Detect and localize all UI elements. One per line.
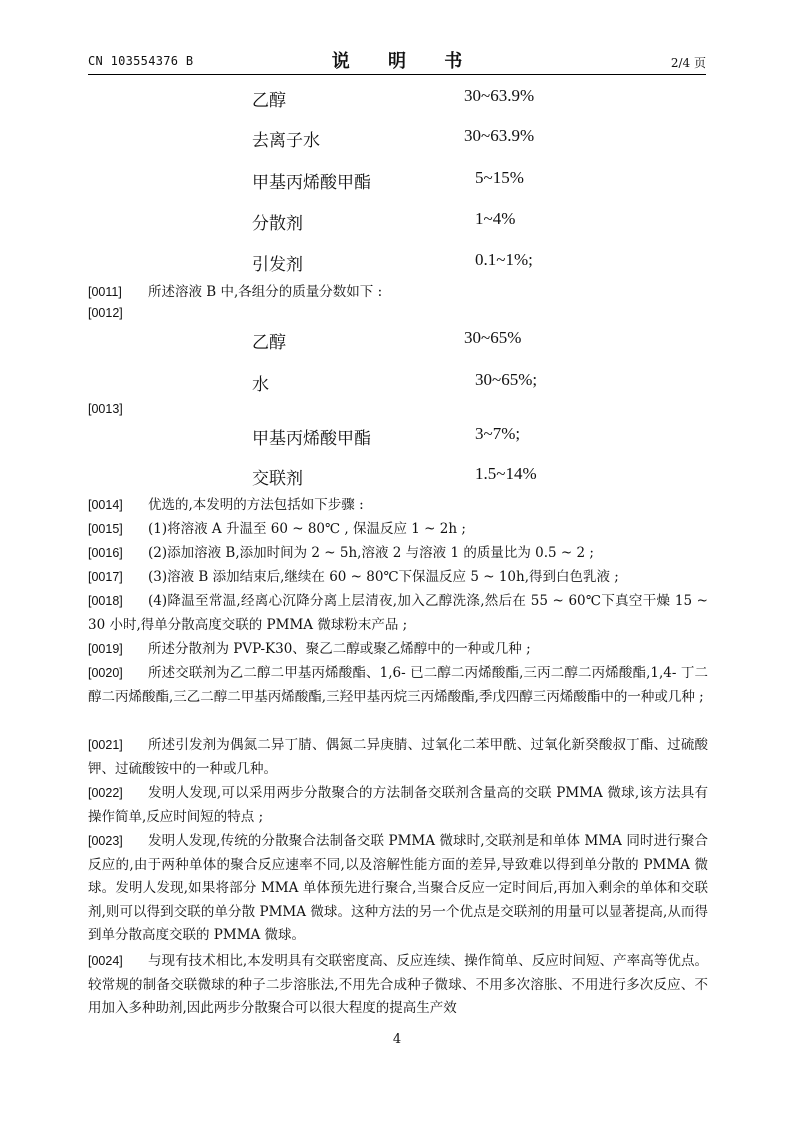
- paragraph-number: [0019]: [88, 642, 123, 656]
- paragraph-number: [0015]: [88, 522, 123, 536]
- paragraph: [88, 494, 708, 518]
- document-title: 说 明 书: [331, 51, 479, 72]
- paragraph: [88, 590, 708, 637]
- paragraph: [88, 950, 708, 1021]
- component-value: 1.5~14%: [475, 464, 537, 483]
- paragraph-text: 所述引发剂为偶氮二异丁腈、偶氮二异庚腈、过氧化二苯甲酰、过氧化新癸酸叔丁酯、过硫酸钾、过硫酸铵中的一种或几种。: [88, 737, 708, 777]
- component-value: 30~63.9%: [464, 86, 535, 105]
- component-value: 5~15%: [475, 168, 524, 187]
- paragraph: [88, 782, 708, 829]
- page-number: 4: [392, 1032, 402, 1047]
- component-value: 30~65%;: [475, 370, 538, 389]
- paragraph: [88, 542, 708, 566]
- component-name: 乙醇: [252, 91, 286, 111]
- paragraph-number: [0022]: [88, 786, 123, 800]
- patent-number: CN 103554376 B: [88, 54, 194, 68]
- component-value: 1~4%: [475, 209, 516, 228]
- component-name: 水: [252, 375, 269, 395]
- paragraph-text: 发明人发现,可以采用两步分散聚合的方法制备交联剂含量高的交联 PMMA 微球,该方法具有操作简单,反应时间短的特点 ;: [88, 785, 708, 825]
- component-name: 甲基丙烯酸甲酯: [252, 173, 371, 193]
- component-name: 分散剂: [252, 214, 303, 234]
- composition-row: [0, 328, 794, 352]
- paragraph-number: [0011]: [88, 285, 122, 299]
- paragraph-number: [0017]: [88, 570, 123, 584]
- header-rule: [88, 74, 706, 75]
- composition-row: [0, 168, 794, 192]
- composition-row: [0, 86, 794, 110]
- component-value: 0.1~1%;: [475, 250, 533, 269]
- component-value: 30~63.9%: [464, 126, 535, 145]
- component-value: 3~7%;: [475, 424, 521, 443]
- paragraph: [88, 830, 708, 948]
- paragraph-number: [0014]: [88, 498, 123, 512]
- composition-row: [0, 250, 794, 274]
- component-name: 交联剂: [252, 469, 303, 489]
- paragraph-number: [0013]: [88, 402, 123, 416]
- component-value: 30~65%: [464, 328, 522, 347]
- paragraph-number: [0018]: [88, 594, 123, 608]
- paragraph: [88, 734, 708, 781]
- composition-row: [0, 370, 794, 394]
- paragraph-text: (1)将溶液 A 升温至 60 ~ 80℃ , 保温反应 1 ~ 2h ;: [148, 521, 466, 537]
- paragraph-text: (3)溶液 B 添加结束后,继续在 60 ~ 80℃下保温反应 5 ~ 10h,得到白色乳液 ;: [148, 569, 619, 585]
- component-name: 去离子水: [252, 131, 320, 151]
- paragraph-number: [0020]: [88, 666, 123, 680]
- paragraph-text: 所述分散剂为 PVP-K30、聚乙二醇或聚乙烯醇中的一种或几种 ;: [148, 641, 531, 657]
- composition-row: [0, 464, 794, 488]
- paragraph-text: (4)降温至常温,经离心沉降分离上层清夜,加入乙醇洗涤,然后在 55 ~ 60℃下真空干燥 15 ~ 30 小时,得单分散高度交联的 PMMA 微球粉末产品 ;: [88, 593, 708, 633]
- paragraph-number: [0021]: [88, 738, 123, 752]
- paragraph: [88, 281, 708, 305]
- component-name: 乙醇: [252, 333, 286, 353]
- paragraph: [88, 518, 708, 542]
- page-indicator: 2/4 页: [670, 56, 706, 70]
- paragraph-number: [0016]: [88, 546, 123, 560]
- paragraph-text: 发明人发现,传统的分散聚合法制备交联 PMMA 微球时,交联剂是和单体 MMA 同时进行聚合反应的,由于两种单体的聚合反应速率不同,以及溶解性能方面的差异,导致难以得到单分散的 PMMA 微球。发明人发现,如果将部分 MMA 单体预先进行聚合,当聚合反应一定时间后,再加入剩余的单体和交联剂,则可以得到交联的单分散 PMMA 微球。这种方法的另一个优点是交联剂的用量可以显著提高,从而得到单分散高度交联的 PMMA 微球。: [88, 833, 708, 943]
- paragraph-text: 所述溶液 B 中,各组分的质量分数如下 :: [148, 284, 383, 300]
- paragraph-text: (2)添加溶液 B,添加时间为 2 ~ 5h,溶液 2 与溶液 1 的质量比为 0.5 ~ 2 ;: [148, 545, 594, 561]
- page-header: [88, 46, 706, 76]
- paragraph-text: 优选的,本发明的方法包括如下步骤 :: [148, 497, 364, 513]
- paragraph-text: 与现有技术相比,本发明具有交联密度高、反应连续、操作简单、反应时间短、产率高等优点。较常规的制备交联微球的种子二步溶胀法,不用先合成种子微球、不用多次溶胀、不用进行多次反应、不用加入多种助剂,因此两步分散聚合可以很大程度的提高生产效: [88, 953, 708, 1016]
- component-name: 甲基丙烯酸甲酯: [252, 429, 371, 449]
- paragraph: [88, 662, 708, 709]
- paragraph-text: 所述交联剂为乙二醇二甲基丙烯酸酯、1,6- 已二醇二丙烯酸酯,三丙二醇二丙烯酸酯,1,4- 丁二醇二丙烯酸酯,三乙二醇二甲基丙烯酸酯,三羟甲基丙烷三丙烯酸酯,季戊四醇三丙烯酸酯中的一种或几种 ;: [88, 665, 708, 705]
- paragraph-number: [0024]: [88, 954, 123, 968]
- paragraph: [88, 566, 708, 590]
- composition-row: [0, 209, 794, 233]
- composition-row: [0, 126, 794, 150]
- composition-row: [0, 424, 794, 448]
- component-name: 引发剂: [252, 255, 303, 275]
- paragraph-number: [0012]: [88, 306, 123, 320]
- paragraph-number: [0023]: [88, 834, 123, 848]
- paragraph: [88, 638, 708, 662]
